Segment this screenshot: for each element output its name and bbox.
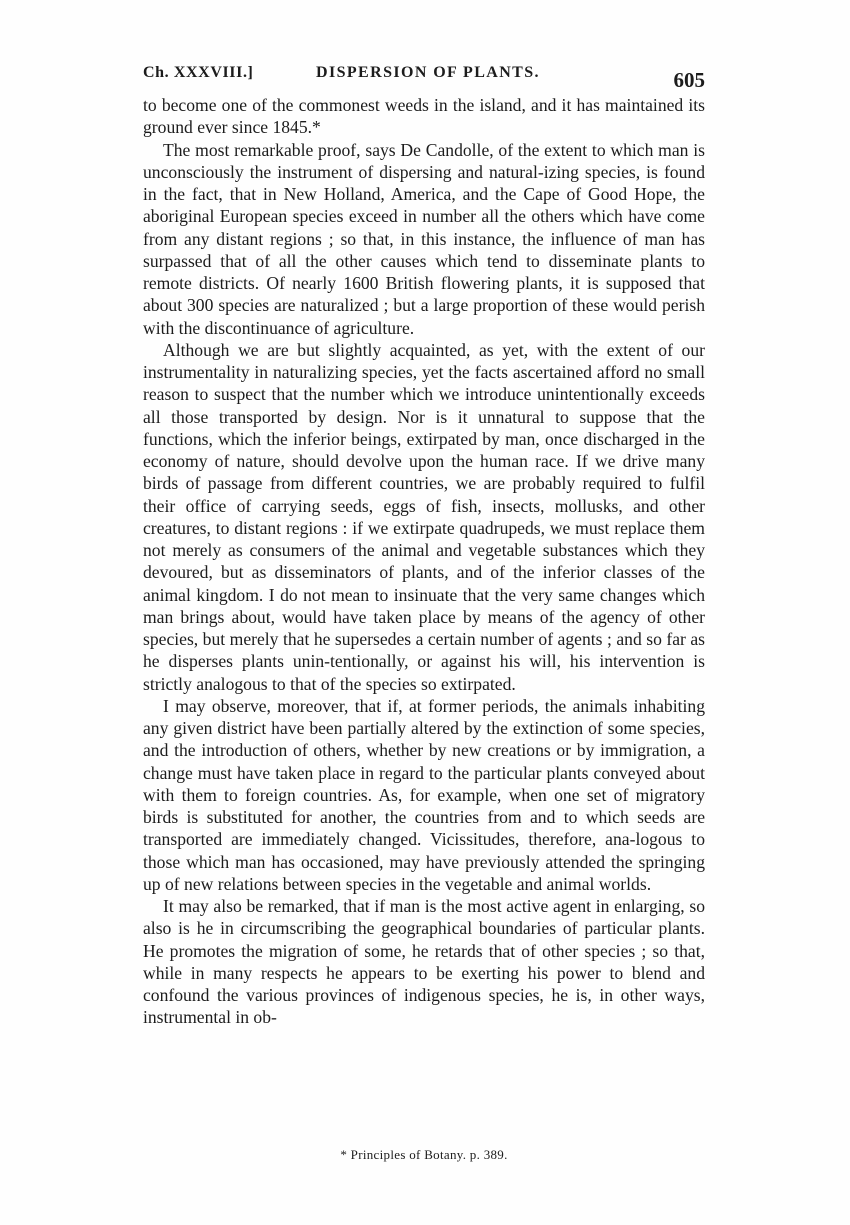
paragraph-instrumentality: Although we are but slightly acquainted, as yet, with the extent of our instrumentality in naturalizing species, yet the facts ascertained afford no small reason to suspect that the number which we introduce unintentionally exceeds all those transported by design. Nor is it unnatural to suppose that the functions, which the inferior beings, extirpated by man, once discharged in the economy of nature, should devolve upon the human race. If we drive many birds of passage from different countries, we are probably required to fulfil their office of carrying seeds, eggs of fish, insects, mollusks, and other creatures, to distant regions : if we extirpate quadrupeds, we must replace them not merely as consumers of the animal and vegetable substances which they devoured, but as disseminators of plants, and of the inferior classes of the animal kingdom. I do not mean to insinuate that the very same changes which man brings about, would have taken place by means of the agency of other species, but merely that he supersedes a certain number of agents ; and so far as he disperses plants unin-tentionally, or against his will, his intervention is strictly analogous to that of the species so extirpated. — [143, 339, 705, 694]
chapter-label: Ch. XXXVIII.] — [143, 64, 254, 81]
paragraph-circumscribing: It may also be remarked, that if man is the most active agent in enlarging, so also is he in circumscribing the geographical boundaries of particular plants. He promotes the migration of some, he retards that of other species ; so that, while in many respects he appears to be exerting his power to blend and confound the various provinces of indigenous species, he is, in other ways, instrumental in ob- — [143, 896, 705, 1028]
body-text — [143, 94, 705, 1029]
paragraph-former-periods: I may observe, moreover, that if, at former periods, the animals inhabiting any given district have been partially altered by the extinction of some species, and the introduction of others, whether by new creations or by immigration, a change must have taken place in regard to the particular plants conveyed about with them to foreign countries. As, for example, when one set of migratory birds is substituted for another, the countries from and to which seeds are transported are immediately changed. Vicissitudes, therefore, ana-logous to those which man has occasioned, may have previously attended the springing up of new relations between species in the vegetable and animal worlds. — [143, 695, 705, 894]
page-number: 605 — [673, 68, 705, 92]
running-title: DISPERSION OF PLANTS. — [316, 64, 540, 81]
footnote: * Principles of Botany. p. 389. — [340, 1147, 508, 1162]
running-head — [143, 62, 705, 96]
paragraph-continued: to become one of the commonest weeds in the island, and it has maintained its ground ever since 1845.* — [143, 95, 705, 138]
paragraph-de-candolle: The most remarkable proof, says De Candolle, of the extent to which man is unconsciously the instrument of dispersing and natural-izing species, is found in the fact, that in New Holland, America, and the Cape of Good Hope, the aboriginal European species exceed in number all the others which have come from any distant regions ; so that, in this instance, the influence of man has surpassed that of all the other causes which tend to disseminate plants to remote districts. Of nearly 1600 British flowering plants, it is supposed that about 300 species are naturalized ; but a large proportion of these would perish with the discontinuance of agriculture. — [143, 139, 705, 338]
